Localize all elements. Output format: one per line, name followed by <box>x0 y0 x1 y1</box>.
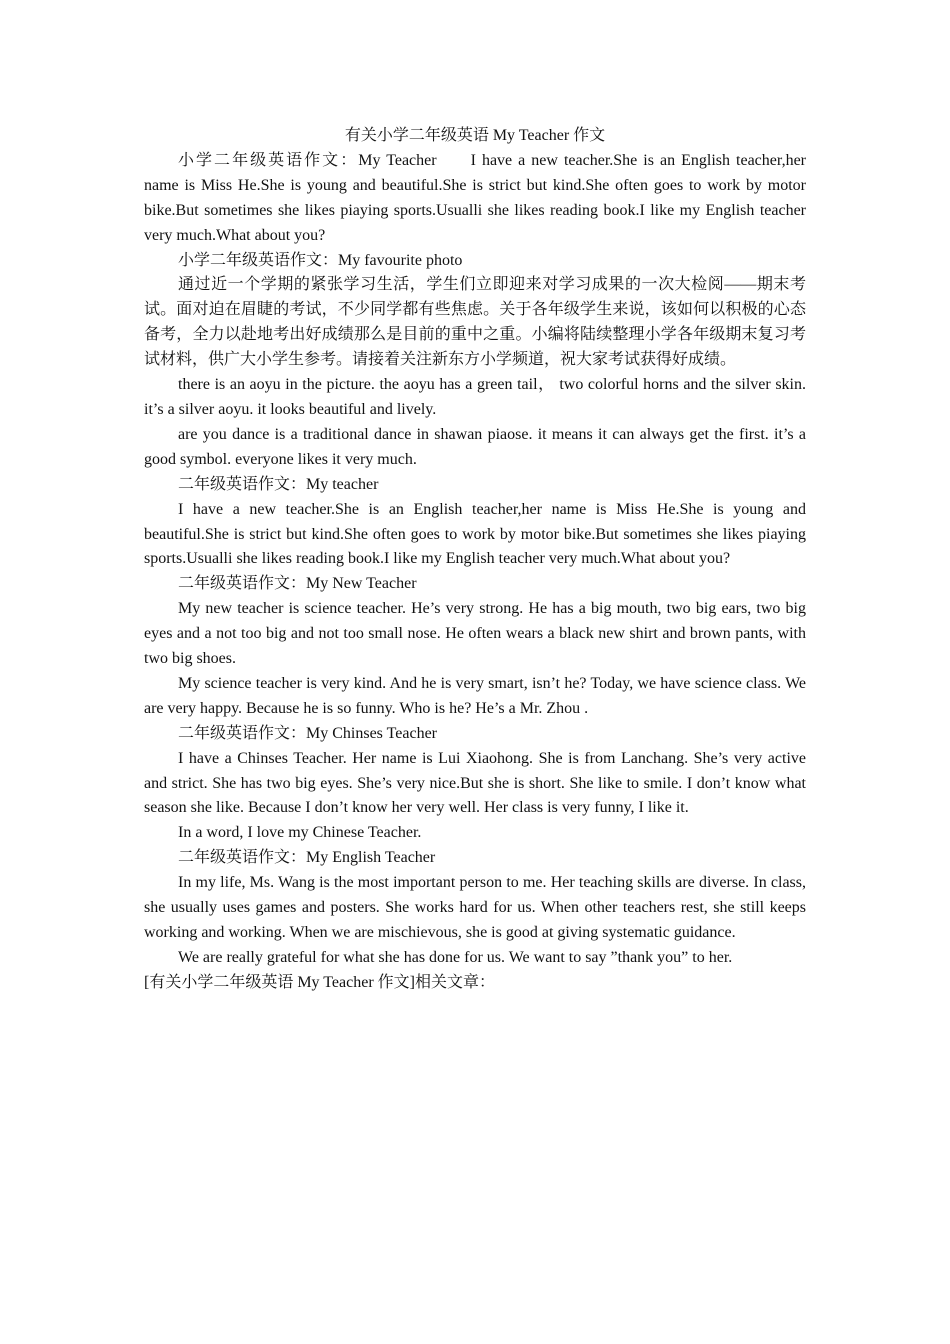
document-body <box>144 124 806 996</box>
section-heading: 小学二年级英语作文：My Teacher <box>178 151 437 169</box>
section-heading: 二年级英语作文：My New Teacher <box>178 575 417 593</box>
paragraph: We are really grateful for what she has done for us. We want to say ”thank you” to her. <box>178 948 733 966</box>
paragraph: are you dance is a traditional dance in shawan piaose. it means it can always get the first. it’s a good symbol. everyone likes it very much. <box>144 425 806 468</box>
paragraph: In a word, I love my Chinese Teacher. <box>178 824 422 842</box>
section-heading: 二年级英语作文：My teacher <box>178 475 379 493</box>
paragraph-intro <box>144 149 806 249</box>
section-heading: 小学二年级英语作文：My favourite photo <box>178 251 463 269</box>
paragraph: there is an aoyu in the picture. the aoyu has a green tail， two colorful horns and the silver skin. it’s a silver aoyu. it looks beautiful and lively. <box>144 376 806 418</box>
related-articles-link[interactable]: [有关小学二年级英语 My Teacher 作文]相关文章： <box>144 973 495 991</box>
paragraph-text: I have a new teacher.She is an English teacher,her name is Miss He.She is young and beautiful.She is strict but kind.She often goes to work by motor bike.But sometimes she likes piaying sports.Usualli she likes reading book.I like my English teacher very much.What about you? <box>144 151 806 244</box>
paragraph: My new teacher is science teacher. He’s very strong. He has a big mouth, two big ears, two big eyes and a not too big and not too small nose. He often wears a black new shirt and brown pants, with two big shoes. <box>144 600 806 668</box>
paragraph: I have a Chinses Teacher. Her name is Lui Xiaohong. She is from Lanchang. She’s very active and strict. She has two big eyes. She’s very nice.But she is short. She like to smile. I don’t know what season she like. Because I don’t know her very well. Her class is very funny, I like it. <box>144 749 806 817</box>
paragraph: In my life, Ms. Wang is the most important person to me. Her teaching skills are diverse. In class, she usually uses games and posters. She works hard for us. When other teachers rest, she still keeps working and working. When we are mischievous, she is good at giving systematic guidance. <box>144 874 806 941</box>
section-heading: 二年级英语作文：My English Teacher <box>178 849 436 867</box>
paragraph: 通过近一个学期的紧张学习生活，学生们立即迎来对学习成果的一次大检阅——期末考试。面对迫在眉睫的考试，不少同学都有些焦虑。关于各年级学生来说，该如何以积极的心态备考，全力以赴地考出好成绩那么是目前的重中之重。小编将陆续整理小学各年级期末复习考试材料，供广大小学生参考。请接着关注新东方小学频道，祝大家考试获得好成绩。 <box>144 276 806 369</box>
document-title: 有关小学二年级英语 My Teacher 作文 <box>344 127 606 144</box>
section-heading: 二年级英语作文：My Chinses Teacher <box>178 724 438 742</box>
paragraph: I have a new teacher.She is an English teacher,her name is Miss He.She is young and beautiful.She is strict but kind.She often goes to work by motor bike.But sometimes she likes piaying sports.Usualli she likes reading book.I like my English teacher very much.What about you? <box>144 500 806 568</box>
paragraph: My science teacher is very kind. And he is very smart, isn’t he? Today, we have science class. We are very happy. Because he is so funny. Who is he? He’s a Mr. Zhou . <box>144 674 806 717</box>
